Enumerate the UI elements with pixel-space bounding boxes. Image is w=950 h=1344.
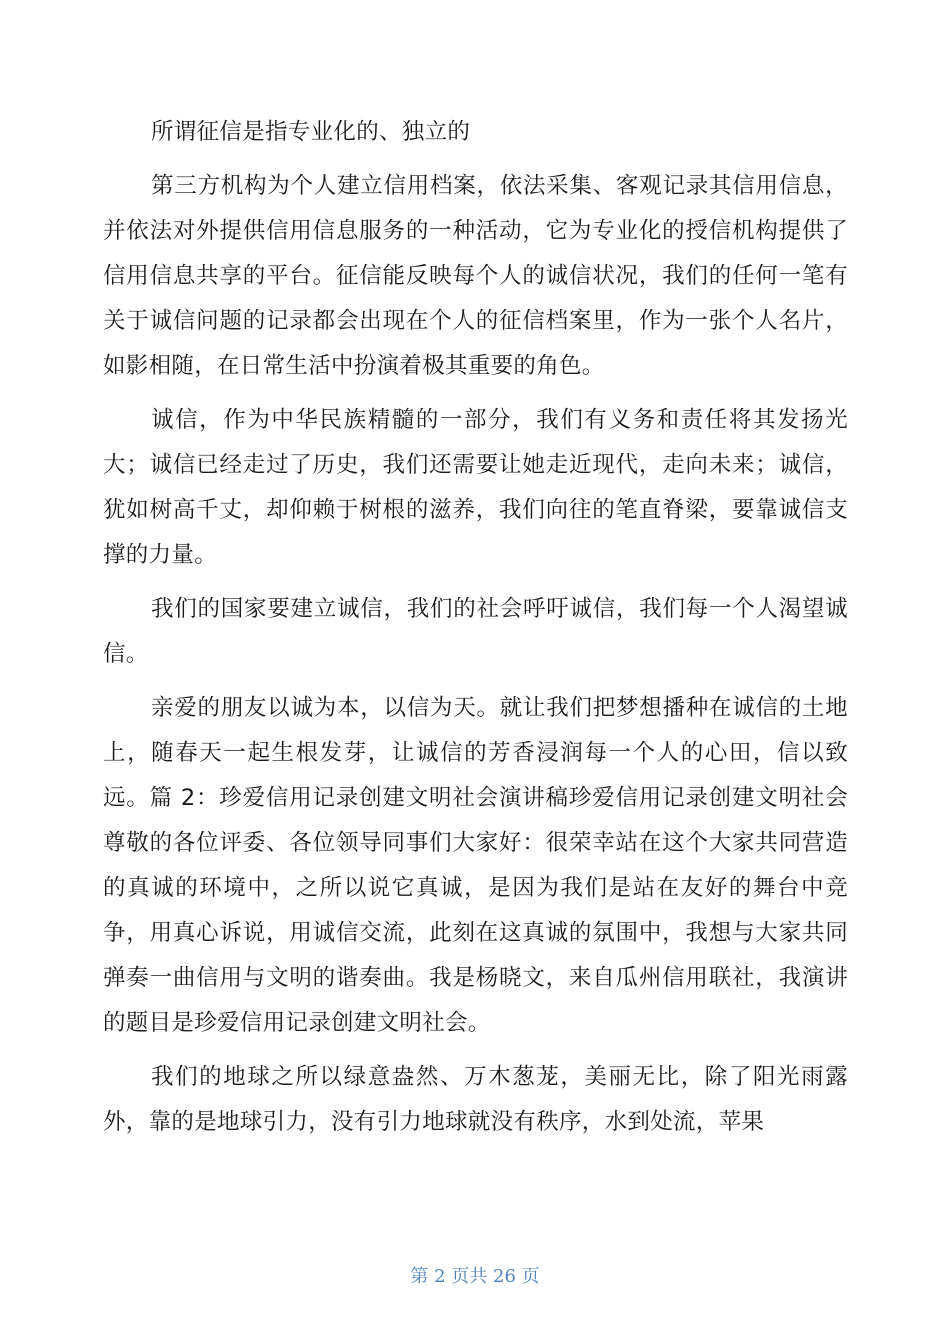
- paragraph-3: 诚信，作为中华民族精髓的一部分，我们有义务和责任将其发扬光大；诚信已经走过了历史，我们还需要让她走近现代，走向未来；诚信，犹如树高千丈，却仰赖于树根的滋养，我们向往的笔直脊梁，要靠诚信支撑的力量。: [103, 407, 848, 568]
- paragraph-4: 我们的国家要建立诚信，我们的社会呼吁诚信，我们每一个人渴望诚信。: [103, 596, 848, 667]
- document-body: [103, 110, 848, 1154]
- page-number-footer: 第 2 页共 26 页: [410, 1266, 540, 1287]
- paragraph-5: 亲爱的朋友以诚为本，以信为天。就让我们把梦想播种在诚信的土地上，随春天一起生根发芽，让诚信的芳香浸润每一个人的心田，信以致远。篇 2：珍爱信用记录创建文明社会演讲稿珍爱信用记录创建文明社会尊敬的各位评委、各位领导同事们大家好：很荣幸站在这个大家共同营造的真诚的环境中，之所以说它真诚，是因为我们是站在友好的舞台中竞争，用真心诉说，用诚信交流，此刻在这真诚的氛围中，我想与大家共同弹奏一曲信用与文明的谐奏曲。我是杨晓文，来自瓜州信用联社，我演讲的题目是珍爱信用记录创建文明社会。: [103, 695, 848, 1036]
- paragraph-6: 我们的地球之所以绿意盎然、万木葱茏，美丽无比，除了阳光雨露外，靠的是地球引力，没有引力地球就没有秩序，水到处流，苹果: [103, 1064, 848, 1135]
- paragraph-1: 所谓征信是指专业化的、独立的: [151, 119, 471, 145]
- paragraph-2: 第三方机构为个人建立信用档案，依法采集、客观记录其信用信息，并依法对外提供信用信息服务的一种活动，它为专业化的授信机构提供了信用信息共享的平台。征信能反映每个人的诚信状况，我们的任何一笔有关于诚信问题的记录都会出现在个人的征信档案里，作为一张个人名片，如影相随，在日常生活中扮演着极其重要的角色。: [103, 173, 848, 379]
